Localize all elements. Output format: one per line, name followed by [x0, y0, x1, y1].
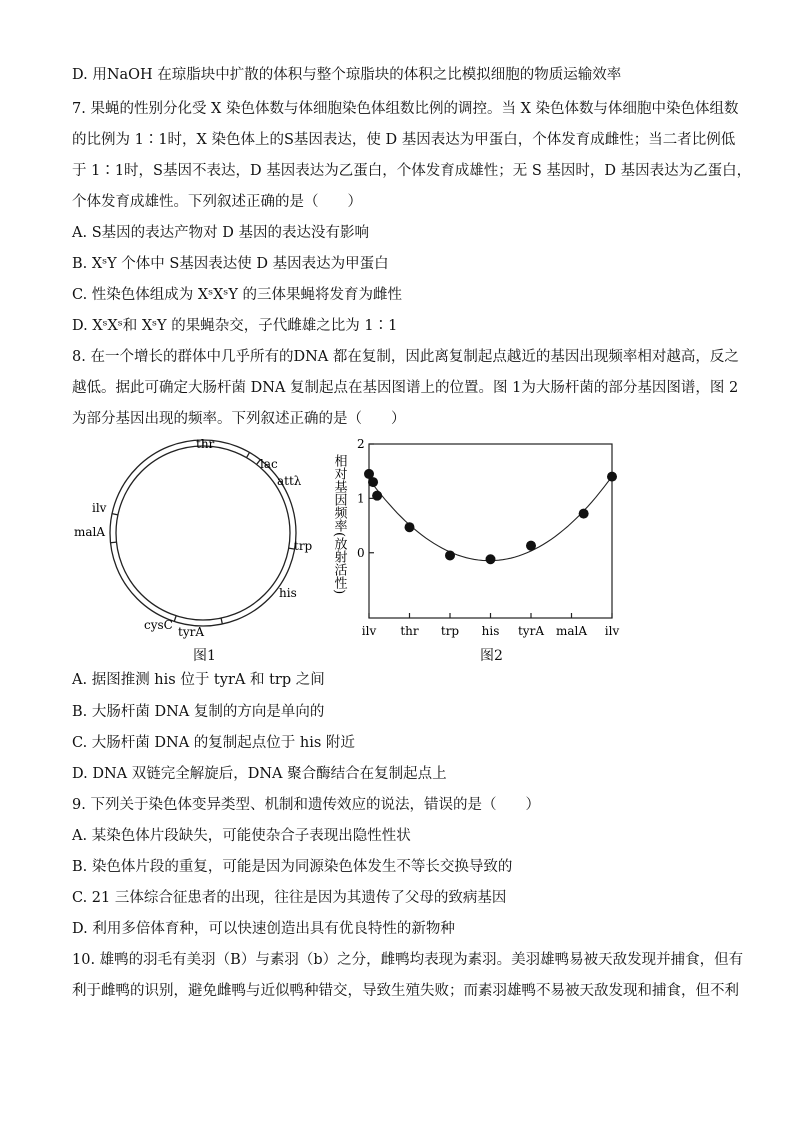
text-line: C. 21 三体综合征患者的出现，往往是因为其遗传了父母的致病基因 [72, 890, 507, 906]
text-line: 越低。据此可确定大肠杆菌 DNA 复制起点在基因图谱上的位置。图 1为大肠杆菌的部分基因图谱，图 2 [72, 380, 739, 396]
gene-label-his: his [279, 586, 297, 600]
text-line: 8. 在一个增长的群体中几乎所有的DNA 都在复制，因此离复制起点越近的基因出现频率相对越高，反之 [72, 349, 739, 365]
gene-tick-lac [247, 452, 250, 457]
gene-label-ilv: ilv [92, 501, 107, 515]
plot-frame [369, 444, 612, 618]
map-inner-circle [116, 446, 290, 620]
text-line: C. 大肠杆菌 DNA 的复制起点位于 his 附近 [72, 735, 355, 751]
data-point [368, 477, 378, 487]
text-line: B. 大肠杆菌 DNA 复制的方向是单向的 [72, 704, 325, 720]
text-line: A. S基因的表达产物对 D 基因的表达没有影响 [72, 225, 369, 241]
gene-tick-cysC [174, 616, 176, 622]
gene-label-tyrA: tyrA [178, 625, 205, 639]
data-point [405, 522, 415, 532]
text-line: B. 染色体片段的重复，可能是因为同源染色体发生不等长交换导致的 [72, 859, 513, 875]
figure1-gene-map [68, 432, 330, 647]
y-tick-label: 2 [357, 437, 365, 451]
data-point [526, 541, 536, 551]
gene-label-thr: thr [196, 437, 215, 451]
gene-label-malA: malA [74, 525, 106, 539]
x-tick-label: thr [400, 624, 419, 638]
text-line: B. XˢY 个体中 S基因表达使 D 基因表达为甲蛋白 [72, 256, 389, 272]
text-line: D. 用NaOH 在琼脂块中扩散的体积与整个琼脂块的体积之比模拟细胞的物质运输效率 [72, 67, 622, 83]
x-tick-label: malA [555, 624, 588, 638]
text-line: D. XˢXˢ和 XˢY 的果蝇杂交，子代雌雄之比为 1∶1 [72, 318, 398, 334]
data-point [445, 550, 455, 560]
x-tick-label: ilv [604, 624, 620, 638]
gene-label-trp: trp [294, 539, 313, 553]
y-tick-label: 0 [357, 545, 365, 560]
data-point [579, 509, 589, 519]
text-line: 10. 雄鸭的羽毛有美羽（B）与素羽（b）之分，雌鸭均表现为素羽。美羽雄鸭易被天敌发现并捕食，但有 [72, 952, 744, 968]
gene-tick-tyrA [221, 618, 222, 624]
data-point [486, 554, 496, 564]
text-line: 利于雌鸭的识别，避免雌鸭与近似鸭种错交，导致生殖失败；而素羽雄鸭不易被天敌发现和捕食，但不利 [72, 983, 739, 999]
text-line: D. 利用多倍体育种，可以快速创造出具有优良特性的新物种 [72, 921, 455, 937]
y-tick-label: 1 [357, 491, 365, 506]
text-line: 为部分基因出现的频率。下列叙述正确的是（ ） [72, 411, 406, 427]
x-tick-label: trp [440, 624, 460, 638]
gene-tick-ilv [112, 514, 118, 515]
gene-label-lac: lac [260, 457, 278, 471]
data-point [607, 472, 617, 482]
x-tick-label: tyrA [517, 624, 545, 638]
text-line: D. DNA 双链完全解旋后，DNA 聚合酶结合在复制起点上 [72, 766, 447, 782]
gene-label-att: attλ [277, 474, 302, 488]
figure2-caption: 图2 [480, 648, 503, 664]
gene-tick-malA [111, 542, 117, 543]
fitted-curve [369, 477, 612, 561]
text-line: 9. 下列关于染色体变异类型、机制和遗传效应的说法，错误的是（ ） [72, 797, 540, 813]
data-point [372, 491, 382, 501]
text-line: A. 某染色体片段缺失，可能使杂合子表现出隐性性状 [72, 828, 411, 844]
text-line: 的比例为 1∶1时，X 染色体上的S基因表达，使 D 基因表达为甲蛋白，个体发育成雌性；当二者比例低 [72, 132, 736, 148]
figure2-frequency-chart [325, 436, 625, 644]
figure1-caption: 图1 [193, 648, 216, 664]
text-line: C. 性染色体组成为 XˢXˢY 的三体果蝇将发育为雌性 [72, 287, 403, 303]
y-axis-label: 相对基因频率(放射活性) [331, 454, 347, 595]
x-tick-label: ilv [361, 624, 377, 638]
text-line: 7. 果蝇的性别分化受 X 染色体数与体细胞染色体组数比例的调控。当 X 染色体数与体细胞中染色体组数 [72, 101, 739, 117]
gene-label-cysC: cysC [144, 618, 173, 632]
text-line: A. 据图推测 his 位于 tyrA 和 trp 之间 [72, 672, 325, 688]
text-line: 于 1∶1时，S基因不表达，D 基因表达为乙蛋白，个体发育成雄性；无 S 基因时，D 基因表达为乙蛋白， [72, 163, 752, 179]
text-line: 个体发育成雄性。下列叙述正确的是（ ） [72, 194, 362, 210]
x-tick-label: his [481, 624, 500, 638]
